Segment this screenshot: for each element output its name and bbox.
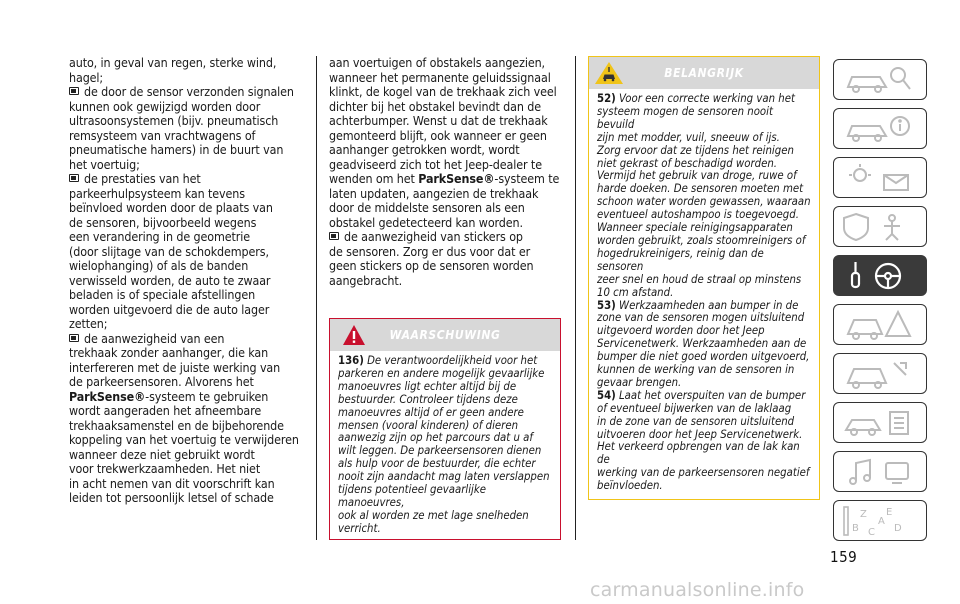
line-text: Laat het overspuiten van de bumper	[615, 388, 806, 402]
warning-line: aanwezig zijn op het parcours dat u af	[338, 431, 533, 445]
important-box	[588, 56, 820, 500]
warning-line	[338, 355, 552, 368]
important-line	[597, 93, 811, 106]
paragraph-line: kunnen ook gewijzigd worden door	[69, 98, 261, 114]
warning-box	[329, 318, 561, 540]
driving-key-steering-icon	[840, 259, 920, 293]
paragraph-line: klinkt, de kogel van de trekhaak zich veel	[329, 84, 557, 99]
important-line: Servicenetwerk. Werkzaamheden aan de	[597, 337, 807, 351]
page-number: 159	[830, 548, 858, 566]
paragraph-line: obstakel gedetecteerd kan worden.	[329, 214, 523, 230]
paragraph-line: wordt aangeraden het afneembare	[69, 403, 262, 418]
emergency-car-icon	[840, 308, 920, 342]
paragraph-line: dichter bij het obstakel bevindt dan de	[329, 98, 542, 114]
paragraph-line: voor trekwerkzaamheden. Het niet	[69, 461, 261, 476]
important-line: Zorg ervoor dat ze tijdens het reinigen	[597, 143, 794, 157]
paragraph-line: de parkeersensoren. Alvorens het	[69, 374, 254, 389]
warning-line: parkeren en andere mogelijk gevaarlijke	[338, 366, 545, 380]
line-text: Voor een correcte werking van het	[615, 92, 795, 105]
line-text: -systeem te gebruiken	[145, 388, 269, 404]
text-column-middle	[329, 56, 561, 288]
paragraph-line: parkeerhulpsysteem kan tevens	[69, 185, 245, 201]
bullet-icon	[69, 87, 79, 95]
paragraph-line: koppeling van het voertuig te verwijderen	[69, 432, 299, 447]
important-line: eventueel autoshampoo is toegevoegd.	[597, 208, 799, 222]
paragraph-line: ultrasoonsystemen (bijv. pneumatisch	[69, 113, 279, 128]
chapter-tab-service[interactable]	[833, 353, 927, 394]
paragraph-line: worden uitgevoerd die de auto lager	[69, 301, 270, 317]
note-number: 52)	[597, 92, 616, 105]
warning-lights-icon	[840, 161, 920, 195]
paragraph-line: geen stickers op de sensoren worden	[329, 258, 534, 273]
service-car-icon	[840, 357, 920, 391]
bullet-item	[69, 85, 303, 100]
important-title: BELANGRIJK	[664, 66, 744, 80]
paragraph-line	[329, 172, 561, 187]
paragraph-line: de sensoren, bijvoorbeeld wegens	[69, 214, 257, 230]
paragraph-line: wielophanging) of als de banden	[69, 258, 249, 273]
important-line: worden gebruikt, zoals stoomreinigers of	[597, 233, 806, 247]
paragraph-line: (door slijtage van de schokdempers,	[69, 243, 269, 259]
important-line: Wanneer speciale reinigingsapparaten	[597, 221, 793, 235]
warning-line: bestuurder. Controleer tijdens deze	[338, 392, 518, 406]
paragraph-line: laten updaten, aangezien de trekhaak	[329, 185, 539, 201]
index-letter: E	[886, 506, 893, 518]
important-line: bumper die niet goed worden uitgevoerd,	[597, 350, 810, 364]
important-line: werking van de parkeersensoren negatief	[597, 466, 810, 480]
bullet-icon	[69, 174, 79, 182]
brand-name: ParkSense®	[69, 388, 146, 404]
chapter-sidebar	[833, 59, 927, 549]
paragraph-line: geadviseerd zich tot het Jeep-dealer te	[329, 156, 542, 172]
paragraph-line: interfereren met de juiste werking van	[69, 359, 281, 375]
warning-line: wilt leggen. De parkeersensoren dienen	[338, 444, 542, 458]
paragraph-line: zetten;	[69, 316, 108, 331]
important-line: gevaar brengen.	[597, 375, 682, 389]
note-number: 136)	[338, 354, 364, 367]
bullet-text: de door de sensor verzonden signalen	[84, 84, 294, 99]
paragraph-line: in acht nemen van dit voorschrift kan	[69, 475, 275, 491]
chapter-tab-emergency[interactable]	[833, 304, 927, 345]
important-line: zijn met modder, vuil, sneeuw of ijs.	[597, 130, 780, 144]
note-number: 53)	[597, 298, 616, 312]
important-line: Vermijd het gebruik van droge, ruwe of	[597, 169, 797, 183]
important-line: in de zone van de sensoren uitsluitend	[597, 414, 795, 428]
bullet-icon	[329, 232, 339, 240]
bullet-item	[69, 332, 303, 347]
paragraph-line: aan voertuigen of obstakels aangezien,	[329, 55, 545, 70]
index-letter: Z	[860, 508, 867, 520]
bullet-item	[69, 172, 303, 187]
paragraph-line: achterbumper. Wenst u dat de trekhaak	[329, 113, 548, 128]
paragraph-line: door de middelste sensoren als een	[329, 200, 525, 215]
column-divider	[316, 56, 317, 540]
index-letter: D	[894, 522, 902, 534]
paragraph-line: aangebracht.	[329, 272, 403, 288]
bullet-text: de prestaties van het	[84, 171, 201, 186]
chapter-tab-warning-lights[interactable]	[833, 157, 927, 198]
important-line: uitgevoerd worden door het Jeep	[597, 324, 765, 338]
paragraph-line: hagel;	[69, 69, 104, 85]
line-text: De verantwoordelijkheid voor het	[363, 354, 538, 367]
chapter-tab-driving[interactable]	[833, 255, 927, 296]
line-text: -systeem te	[494, 171, 560, 186]
paragraph-line: het voertuig;	[69, 156, 140, 172]
paragraph-line: beladen is of speciale afstellingen	[69, 287, 256, 302]
watermark-footer: carmanualsonline.info	[590, 579, 805, 601]
column-divider	[575, 56, 576, 540]
important-line: harde doeken. De sensoren moeten met	[597, 182, 804, 196]
warning-line: mensen (vooral kinderen) of dieren	[338, 418, 519, 432]
bullet-item	[329, 230, 561, 245]
paragraph-line: beïnvloed worden door de plaats van	[69, 200, 273, 215]
important-line: niet gekrast of beschadigd worden.	[597, 156, 778, 170]
paragraph-line: trekhaaksamenstel en de bijbehorende	[69, 417, 284, 433]
line-text: Werkzaamheden aan bumper in de	[615, 298, 799, 312]
warning-line: tijdens potentieel gevaarlijke manoeuvres,	[338, 483, 486, 509]
note-number: 54)	[597, 388, 616, 402]
index-letter: A	[878, 515, 885, 527]
important-body	[589, 89, 819, 499]
index-letters-icon	[840, 504, 920, 538]
chapter-tab-safety[interactable]	[833, 206, 927, 247]
paragraph-line: leiden tot persoonlijk letsel of schade	[69, 490, 274, 505]
important-line: zone van de sensoren mogen uitsluitend	[597, 311, 805, 325]
chapter-tab-index[interactable]	[833, 500, 927, 541]
chapter-tab-car-search[interactable]	[833, 59, 927, 100]
car-info-icon	[840, 112, 920, 146]
warning-line: als hulp voor de bestuurder, die echter	[338, 457, 536, 471]
paragraph-line: trekhaak zonder aanhanger, die kan	[69, 345, 269, 360]
paragraph-line: auto, in geval van regen, sterke wind,	[69, 55, 277, 70]
index-letter: B	[852, 522, 859, 534]
warning-title: WAARSCHUWING	[389, 328, 501, 342]
multimedia-icon	[840, 455, 920, 489]
warning-line: verricht.	[338, 521, 381, 535]
warning-header	[330, 319, 560, 351]
text-column-left	[69, 56, 303, 506]
paragraph-line: wanneer het permanente geluidssignaal	[329, 69, 551, 85]
bullet-text: de aanwezigheid van een	[84, 330, 225, 346]
warning-line: nooit zijn aandacht mag laten verslappen	[338, 470, 550, 484]
warning-line: manoeuvres altijd of er geen andere	[338, 405, 524, 419]
paragraph-line: remsysteem van vrachtwagens of	[69, 127, 256, 143]
important-line: systeem mogen de sensoren nooit bevuild	[597, 104, 773, 131]
paragraph-line: verwisseld worden, de auto te zwaar	[69, 272, 271, 288]
safety-icon	[840, 210, 920, 244]
chapter-tab-technical-data[interactable]	[833, 402, 927, 443]
warning-line: manoeuvres ligt echter altijd bij de	[338, 379, 517, 393]
paragraph-line: gemonteerd blijft, ook wanneer er geen	[329, 127, 547, 143]
paragraph-line: de sensoren. Zorg er dus voor dat er	[329, 243, 531, 259]
important-line: hogedrukreinigers, reinig dan de sensoren	[597, 246, 764, 273]
important-line: kunnen de werking van de sensoren in	[597, 363, 795, 377]
technical-data-icon	[840, 406, 920, 440]
important-line: schoon water worden gewassen, waaraan	[597, 195, 811, 209]
paragraph-line: een verandering in de geometrie	[69, 229, 251, 244]
paragraph-line: aanhanger getrokken wordt, wordt	[329, 142, 520, 157]
important-header	[589, 57, 819, 89]
bullet-text: de aanwezigheid van stickers op	[344, 229, 523, 244]
bullet-icon	[69, 334, 79, 342]
important-line: zeer snel en houd de straal op minstens	[597, 272, 802, 286]
warning-line: ook al worden ze met lage snelheden	[338, 508, 529, 522]
chapter-tab-car-info[interactable]	[833, 108, 927, 149]
line-text: wenden om het	[329, 171, 419, 186]
brand-name: ParkSense®	[418, 171, 495, 186]
warning-body	[330, 351, 560, 542]
chapter-tab-multimedia[interactable]	[833, 451, 927, 492]
index-letter: C	[868, 526, 875, 538]
paragraph-line	[69, 390, 303, 405]
important-line: Het verkeerd opbrengen van de lak kan de	[597, 440, 800, 467]
important-line: 10 cm afstand.	[597, 285, 674, 299]
car-search-icon	[840, 63, 920, 97]
paragraph-line: pneumatische hamers) in de buurt van	[69, 142, 284, 157]
important-line	[597, 390, 811, 403]
important-line: of eventueel bijwerken van de laklaag	[597, 401, 792, 415]
paragraph-line: wanneer deze niet gebruikt wordt	[69, 446, 255, 462]
important-line: beïnvloeden.	[597, 479, 663, 493]
important-line: uitvoeren door het Jeep Servicenetwerk.	[597, 427, 803, 441]
